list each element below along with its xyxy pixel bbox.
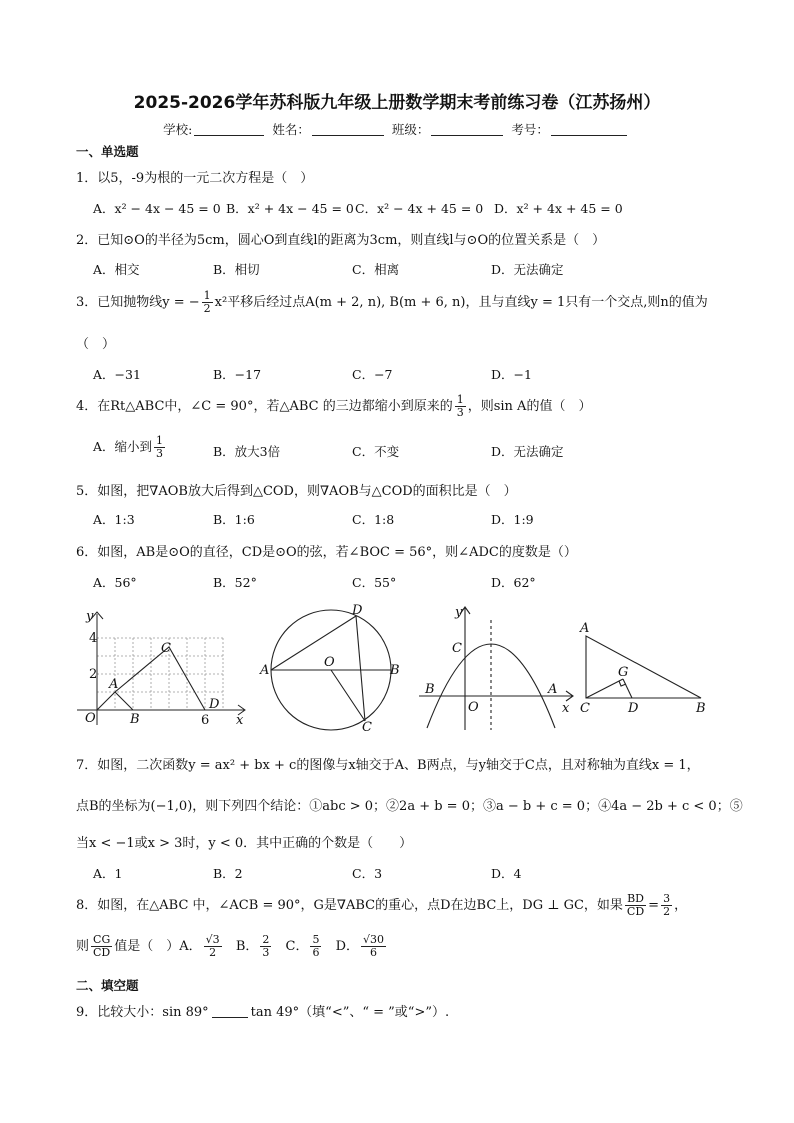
q3-frac-num: 1 [203,289,211,302]
fig1-tick-6: 6 [201,713,210,728]
q8-option-d[interactable] [361,934,386,959]
class-label: 班级： [391,122,430,137]
question-8-line-2 [76,934,388,959]
question-5: 5．如图，把∇AOB放大后得到△COD，则∇AOB与△COD的面积比是（ ） [76,484,517,499]
q5-option-b[interactable]: B．1:6 [213,512,255,527]
q2-option-d[interactable]: D．无法确定 [491,262,564,277]
q8-b-num: 2 [262,933,270,946]
q4-frac-den: 3 [456,406,464,419]
school-label: 学校: [163,122,193,137]
q8-target-fraction [91,934,112,959]
fig1-label-x: x [236,713,244,728]
fig2-center-o: O [324,655,335,670]
q6-option-a[interactable]: A．56° [93,575,137,590]
q3-frac-den: 2 [203,302,211,315]
fig1-point-c: C [161,641,171,656]
q8-target-den: CD [93,946,111,959]
q8-option-d-label[interactable]: D． [335,939,360,954]
fig3-point-a: A [548,682,558,697]
fig3-origin: O [468,700,479,715]
q4-text-pre: 4．在Rt△ABC中，∠C = 90°，若△ABC 的三边都缩小到原来的 [76,399,453,414]
fig2-point-b: B [390,663,400,678]
q9-answer-blank[interactable] [212,1005,248,1018]
q2-option-c[interactable]: C．相离 [352,262,400,277]
q8-option-a[interactable] [204,934,222,959]
figure-4-triangle [586,636,701,698]
q3-answer-bracket: （ ） [76,337,116,352]
q8-comma: ， [674,898,688,913]
q4-option-d[interactable]: D．无法确定 [491,444,564,459]
q8-option-c-label[interactable]: C． [285,939,309,954]
q1-option-c[interactable]: C．x² − 4x + 45 = 0 [355,201,484,216]
fig4-point-a: A [580,621,590,636]
fig1-label-y: y [86,609,94,624]
figure-3-labels [424,605,570,716]
q1-option-b[interactable]: B．x² + 4x − 45 = 0 [226,201,354,216]
q3-option-c[interactable]: C．−7 [352,367,393,382]
fig1-point-d: D [209,697,220,712]
q6-option-d[interactable]: D．62° [491,575,536,590]
figure-2-labels [259,603,400,735]
section-heading-fill-in: 二、填空题 [76,978,139,993]
q9-text-post: tan 49°（填“<”、“ = ”或“>”）. [250,1005,450,1020]
q2-option-a[interactable]: A．相交 [93,262,140,277]
q8-ratio-den: CD [626,905,645,918]
fig1-origin: O [85,711,96,726]
q8-option-b[interactable] [260,934,271,959]
figure-3-parabola [419,607,573,730]
name-label: 姓名： [272,122,310,137]
q6-option-b[interactable]: B．52° [213,575,257,590]
q8-target-num: CG [91,934,112,947]
fig2-point-d: D [352,603,363,618]
question-6: 6．如图，AB是⊙O的直径，CD是⊙O的弦，若∠BOC = 56°，则∠ADC的度数是（） [76,545,577,560]
q4-a-num: 1 [156,434,164,447]
section-heading-single-choice: 一、单选题 [76,144,139,159]
q8-value-fraction [661,893,672,918]
question-9 [76,1001,449,1020]
q3-option-b[interactable]: B．−17 [213,367,262,382]
q2-option-b[interactable]: B．相切 [213,262,260,277]
question-7-line-1: 7．如图，二次函数y = ax² + bx + c的图像与x轴交于A、B两点，与y轴交于C点，且对称轴为直线x = 1， [76,758,700,773]
question-7-line-3: 当x < −1或x > 3时，y < 0．其中正确的个数是（ ） [76,836,413,851]
fig2-point-c: C [362,720,372,735]
q8-d-den: 6 [370,946,378,959]
q4-a-den: 3 [156,447,164,460]
figure-2-circle [271,610,391,730]
fig1-point-b: B [130,712,140,727]
q7-option-a[interactable]: A．1 [93,866,123,881]
q8-c-den: 6 [312,946,320,959]
q8-text-pre: 8．如图，在△ABC 中，∠ACB = 90°，G是∇ABC的重心，点D在边BC上，DG ⊥ GC，如果 [76,898,623,913]
fig3-point-b: B [425,682,435,697]
q4-text-post: ，则sin A的值（ ） [467,399,592,414]
exam-no-label: 考号： [511,122,549,137]
page-title: 2025-2026学年苏科版九年级上册数学期末考前练习卷（江苏扬州） [133,93,661,113]
q9-text-pre: 9．比较大小：sin 89° [76,1005,209,1020]
q8-option-c[interactable] [310,934,321,959]
q8-option-b-label[interactable]: B． [235,939,259,954]
fig3-label-x: x [562,701,570,716]
q4-option-a-label: A．缩小到 [93,439,153,454]
q3-text-pre: 3．已知抛物线y = − [76,295,200,310]
q8-value-num: 3 [663,892,671,905]
fig2-point-a: A [260,663,270,678]
question-2: 2．已知⊙O的半径为5cm，圆心O到直线l的距离为3cm，则直线l与⊙O的位置关系是（ ） [76,233,606,248]
fig3-point-c: C [452,641,462,656]
q8-mid-text: 值是（ ）A． [114,939,202,954]
q3-option-d[interactable]: D．−1 [491,367,532,382]
fig3-label-y: y [455,605,463,620]
q4-option-c[interactable]: C．不变 [352,444,400,459]
q6-option-c[interactable]: C．55° [352,575,397,590]
q8-ratio-fraction [625,893,646,918]
q8-ratio-num: BD [625,893,646,906]
fig1-tick-4: 4 [89,631,98,646]
q4-frac-num: 1 [456,393,464,406]
q7-option-b[interactable]: B．2 [213,866,243,881]
q8-a-num: √3 [205,933,220,946]
q8-a-den: 2 [209,946,217,959]
fig4-point-c: C [580,701,590,716]
fig1-point-a: A [109,677,119,692]
fig4-point-d: D [628,701,639,716]
q7-option-d[interactable]: D．4 [491,866,522,881]
figure-1-grid [77,612,245,725]
fig4-point-b: B [696,701,706,716]
fig1-tick-2: 2 [89,667,98,682]
q5-option-a[interactable]: A．1:3 [93,512,135,527]
q5-option-d[interactable]: D．1:9 [491,512,534,527]
q8-c-num: 5 [312,933,320,946]
figure-4-labels [579,621,706,716]
q7-option-c[interactable]: C．3 [352,866,383,881]
fig4-point-g: G [618,665,629,680]
q8-b-den: 3 [262,946,270,959]
q3-option-a[interactable]: A．−31 [93,367,141,382]
q1-option-a[interactable]: A．x² − 4x − 45 = 0 [93,201,221,216]
q8-equals: = [648,898,660,913]
q4-option-b[interactable]: B．放大3倍 [213,444,281,459]
q8-d-num: √30 [363,933,385,946]
question-1: 1．以5，-9为根的一元二次方程是（ ） [76,171,314,186]
question-8-line-1 [76,893,687,918]
q3-text-post: x²平移后经过点A(m + 2, n), B(m + 6, n)，且与直线y = 1只有一个交点,则n的值为 [214,295,708,310]
q1-option-d[interactable]: D．x² + 4x + 45 = 0 [494,201,623,216]
q8-then: 则 [76,939,90,954]
q5-option-c[interactable]: C．1:8 [352,512,395,527]
question-7-line-2: 点B的坐标为(−1,0)，则下列四个结论：①abc > 0；②2a + b = 0；③a − b + c = 0；④4a − 2b + c < 0；⑤ [76,799,743,814]
q8-value-den: 2 [663,905,671,918]
